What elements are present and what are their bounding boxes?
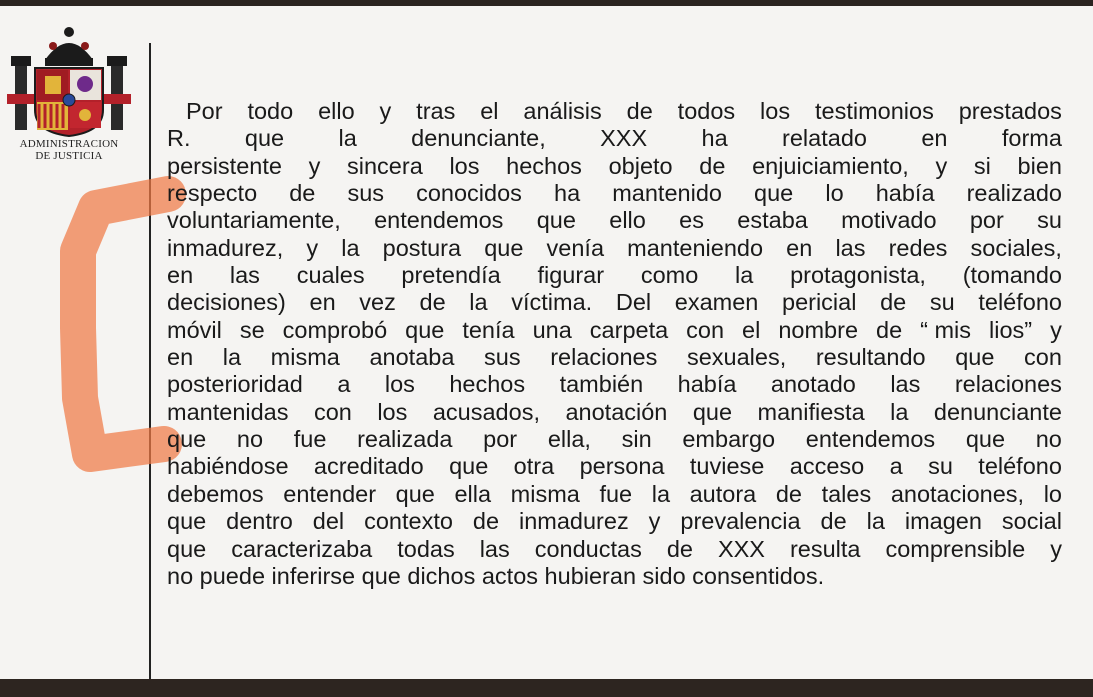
emblem-caption-line-1: ADMINISTRACION [19,138,119,150]
word: respecto [167,180,258,207]
word: ella [454,480,492,507]
word: carpeta [589,316,669,343]
word: en [921,125,948,152]
word: prestados [958,98,1062,124]
word: de [666,535,693,562]
text-line [167,98,1062,125]
word: fue [599,480,633,507]
word: a [889,453,903,480]
text-line [167,207,1062,234]
text-line [167,508,1062,535]
word: que [754,180,794,207]
word: como [640,262,699,289]
word: contexto [364,508,453,535]
text-line [167,153,1062,180]
word: no puede inferirse que dichos actos hubieran sido consentidos. [167,562,825,589]
word: y [1050,535,1062,562]
word: hechos [449,371,526,398]
word: entendemos [374,207,504,234]
word: cuales [296,262,365,289]
word: análisis [523,98,602,124]
word: persistente [167,152,282,179]
word: comprensible [885,535,1026,562]
word: enjuiciamiento, [752,152,909,179]
text-line [167,235,1062,262]
word: habiéndose [167,453,289,480]
word: que [449,453,489,480]
word: y [379,98,392,124]
text-line [167,426,1062,453]
text-line [167,563,1062,590]
margin-rule [149,43,151,679]
word: Del [615,289,652,316]
word: nombre [778,316,859,343]
word: víctima. [511,289,593,316]
word: también [559,371,644,398]
word: postura [382,234,462,261]
word: todo [247,98,294,124]
word: debemos [167,480,264,507]
word: testimonios [814,98,934,124]
word: de [289,180,316,207]
word: prevalencia [680,508,801,535]
word: con [686,316,725,343]
word: de [626,98,653,124]
word: y [306,234,319,261]
word: los [760,98,791,124]
word: la [338,125,357,152]
word: (tomando [962,262,1062,289]
word: pericial [782,289,857,316]
text-line [167,371,1062,398]
word: redes [888,234,948,261]
word: en [786,234,813,261]
word: con [313,398,352,425]
word: que [167,426,207,453]
word: forma [1001,125,1062,152]
word: realizada [357,426,453,453]
word: acusados, [432,398,540,425]
word: las [835,234,866,261]
word: de [419,289,446,316]
word: tras [416,98,456,124]
text-line [167,180,1062,207]
word: las [890,371,921,398]
word: ha [554,180,581,207]
word: “ mis [920,316,972,343]
word: XXX [717,535,765,562]
word: la [890,398,909,425]
word: su [1037,207,1062,234]
word: móvil [167,316,222,343]
word: la [735,262,754,289]
text-line [167,453,1062,480]
word: motivado [841,207,937,234]
word: que [955,344,995,371]
word: ha [701,125,728,152]
word: en [167,262,194,289]
word: bien [1017,152,1062,179]
word: que [536,207,576,234]
word: manteniendo [627,234,764,261]
word: denunciante [933,398,1062,425]
word: de [880,289,907,316]
word: Por [186,98,223,124]
word: protagonista, [790,262,926,289]
word: denunciante, [411,125,546,152]
word: comprobó [282,316,388,343]
word: los [384,371,415,398]
word: sexuales, [686,344,787,371]
word: todas [397,535,455,562]
word: decisiones) [167,289,286,316]
word: se [239,316,265,343]
text-line [167,125,1062,152]
word: los [449,152,480,179]
word: acceso [789,453,865,480]
word: de [820,508,847,535]
word: que [244,125,285,152]
word: los [377,398,408,425]
word: resultando [815,344,926,371]
word: sus [347,180,385,207]
word: la [222,344,242,371]
word: de [775,480,802,507]
word: la [866,508,885,535]
word: lo [825,180,844,207]
word: no [1035,426,1062,453]
paragraph [167,98,1062,590]
word: persona [579,453,665,480]
word: una [532,316,572,343]
word: y [935,152,948,179]
text-line [167,481,1062,508]
word: la [341,234,360,261]
word: entendemos [805,426,936,453]
word: social [1001,508,1062,535]
word: es [679,207,704,234]
word: que [167,508,207,535]
word: inmadurez, [167,234,284,261]
word: imagen [904,508,982,535]
word: conocidos [416,180,522,207]
word: ello [318,98,355,124]
word: anotado [770,371,856,398]
word: por [483,426,518,453]
word: mantenidas [167,398,289,425]
word: anotaba [369,344,455,371]
word: vez [359,289,396,316]
word: y [1050,316,1062,343]
word: y [308,152,321,179]
word: sus [484,344,521,371]
word: estaba [737,207,808,234]
word: misma [270,344,340,371]
word: relatado [782,125,867,152]
word: acreditado [313,453,424,480]
word: XXX [600,125,648,152]
word: mantenido [612,180,722,207]
word: relaciones [954,371,1062,398]
word: de [699,152,726,179]
word: figurar [537,262,605,289]
word: de [472,508,500,535]
text-line [167,399,1062,426]
word: ello [609,207,646,234]
word: no [236,426,264,453]
word: venía [546,234,605,261]
word: voluntariamente, [167,207,341,234]
word: hechos [506,152,582,179]
word: relaciones [550,344,658,371]
word: caracterizaba [231,535,373,562]
word: anotación [565,398,668,425]
word: teléfono [978,289,1062,316]
text-line [167,289,1062,316]
coat-of-arms-of-spain-icon [5,20,133,138]
word: el [742,316,761,343]
word: su [928,453,953,480]
word: lo [1043,480,1062,507]
word: por [969,207,1004,234]
word: del [312,508,345,535]
word: sociales, [970,234,1062,261]
word: resulta [789,535,861,562]
word: que [167,535,207,562]
word: otra [513,453,555,480]
word: que [965,426,1006,453]
word: sincera [347,152,423,179]
text-line [167,317,1062,344]
word: pretendía [401,262,501,289]
word: sin [621,426,652,453]
word: si [973,152,991,179]
word: manifiesta [757,398,865,425]
text-line [167,344,1062,371]
word: teléfono [978,453,1062,480]
word: en [309,289,336,316]
word: posterioridad [167,371,303,398]
word: la [651,480,671,507]
word: su [929,289,955,316]
word: objeto [608,152,673,179]
emblem-caption-line-2: DE JUSTICIA [35,150,103,162]
word: examen [674,289,759,316]
word: en [167,344,194,371]
emblem [2,20,136,192]
word: el [480,98,499,124]
word: entender [283,480,377,507]
word: ella, [547,426,591,453]
word: que [692,398,733,425]
word: que [395,480,435,507]
emblem-caption [2,138,136,162]
word: tales [821,480,872,507]
text-line [167,536,1062,563]
word: la [469,289,488,316]
word: y [648,508,661,535]
word: había [677,371,737,398]
word: realizado [966,180,1062,207]
word: había [875,180,935,207]
word: que [405,316,445,343]
document-page [0,6,1093,679]
word: R. [167,125,191,152]
word: misma [510,480,580,507]
word: inmadurez [518,508,629,535]
word: autora [689,480,757,507]
word: las [229,262,260,289]
word: a [337,371,351,398]
text-line [167,262,1062,289]
word: que [484,234,524,261]
word: todos [677,98,736,124]
word: tuviese [689,453,765,480]
word: de [876,316,903,343]
word: fue [293,426,327,453]
bottom-dark-border [0,679,1093,697]
word: lios” [989,316,1033,343]
word: embargo [682,426,776,453]
word: con [1024,344,1062,371]
word: tenía [462,316,515,343]
word: anotaciones, [890,480,1025,507]
word: las [479,535,510,562]
word: dentro [226,508,293,535]
word: conductas [534,535,642,562]
